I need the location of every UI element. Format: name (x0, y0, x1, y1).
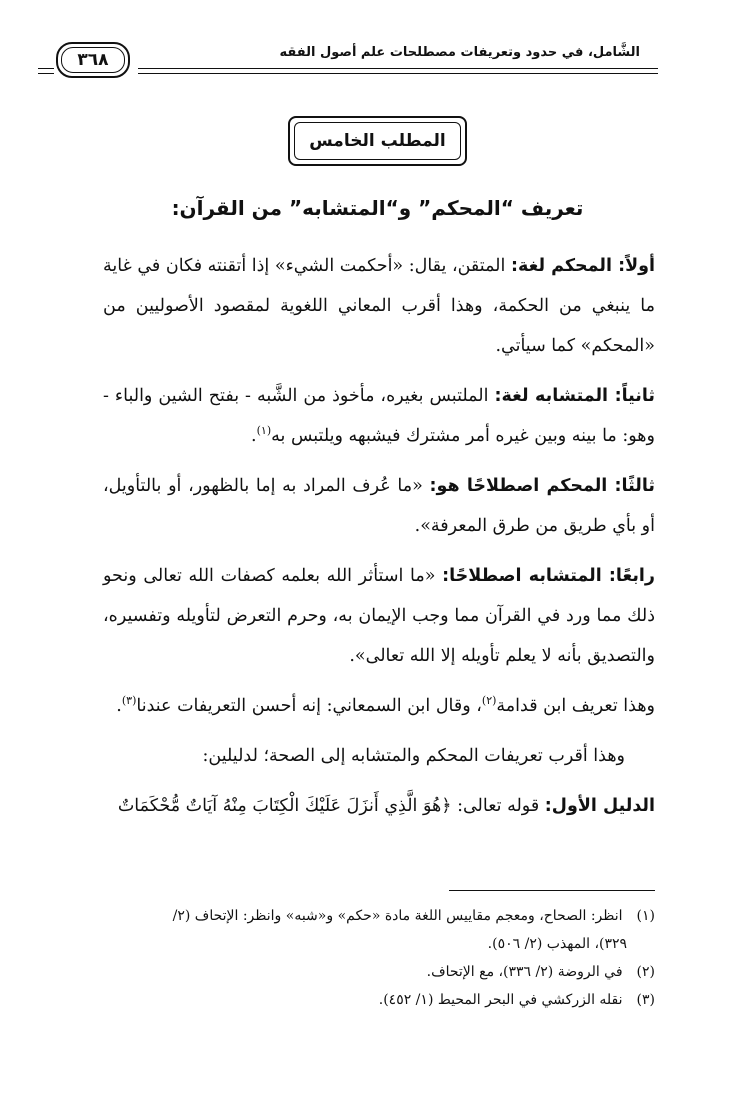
paragraph-label: الدليل الأول: (544, 796, 655, 816)
paragraph-3 (103, 466, 655, 546)
paragraph-end: . (116, 696, 122, 716)
page-header (38, 40, 658, 96)
footnote-number: (٣) (636, 992, 655, 1008)
paragraph-1 (103, 246, 655, 366)
footnote-ref: (٢) (481, 694, 497, 708)
paragraph-label: أولاً: المحكم لغة: (510, 256, 655, 276)
section-title-frame (288, 116, 466, 166)
footnote (95, 958, 655, 986)
footnote-text: ٣٢٩)، المهذب (٢/ ٥٠٦). (487, 936, 627, 952)
footnote-text: في الروضة (٢/ ٣٣٦)، مع الإتحاف. (426, 964, 623, 980)
paragraph-text: «ما عُرف المراد به إما بالظهور، أو بالتأويل، أو بأي طريق من طرق المعرفة». (103, 476, 655, 536)
footnote-number: (٢) (636, 964, 655, 980)
section-title: المطلب الخامس (294, 122, 460, 160)
footnote (95, 986, 655, 1014)
paragraph-text: الملتبس بغيره، مأخوذ من الشَّبه - بفتح الشين والباء - وهو: ما بينه وبين غيره أمر مشترك فيشبهه ويلتبس به (103, 386, 655, 446)
header-rule (138, 68, 658, 69)
footnote-ref: (٣) (121, 694, 137, 708)
footnote-text: نقله الزركشي في البحر المحيط (١/ ٤٥٢). (378, 992, 623, 1008)
paragraph-2 (103, 376, 655, 456)
paragraph-text: ، وقال ابن السمعاني: إنه أحسن التعريفات عندنا (136, 696, 482, 716)
paragraph-text: وهذا تعريف ابن قدامة (496, 696, 655, 716)
paragraph-5 (103, 686, 655, 726)
paragraph-6 (103, 736, 655, 776)
section-heading (0, 116, 755, 166)
header-rule (38, 68, 54, 69)
footnote-continuation (95, 930, 655, 958)
paragraph-end: . (251, 426, 257, 446)
footnote-number: (١) (636, 908, 655, 924)
section-subtitle: تعريف “المحكم” و“المتشابه” من القرآن: (171, 196, 584, 220)
paragraph-text: وهذا أقرب تعريفات المحكم والمتشابه إلى الصحة؛ لدليلين: (202, 746, 625, 766)
paragraph-text: «ما استأثر الله بعلمه كصفات الله تعالى ونحو ذلك مما ورد في القرآن مما وجب الإيمان به، وحرم التعرض لتأويله وتفسيره، والتصديق بأنه لا يعلم تأويله إلا الله تعالى». (103, 566, 655, 666)
footnote (95, 902, 655, 930)
header-rule (38, 73, 54, 74)
paragraph-7 (103, 786, 655, 826)
footnote-separator (449, 890, 655, 891)
footnote-ref: (١) (256, 424, 272, 438)
paragraph-text: قوله تعالى: ﴿هُوَ الَّذِي أَنزَلَ عَلَيْكَ الْكِتَابَ مِنْهُ آيَاتٌ مُّحْكَمَاتٌ (117, 796, 540, 816)
running-title: الشَّامل، في حدود وتعريفات مصطلحات علم أصول الفقه (279, 45, 640, 60)
footnotes (95, 902, 655, 1014)
paragraph-4 (103, 556, 655, 676)
paragraph-label: ثانياً: المتشابه لغة: (494, 386, 655, 406)
header-rule (138, 73, 658, 74)
paragraph-label: رابعًا: المتشابه اصطلاحًا: (442, 566, 655, 586)
main-text (103, 246, 655, 836)
page-number: ٣٦٨ (56, 42, 130, 78)
paragraph-label: ثالثًا: المحكم اصطلاحًا هو: (429, 476, 655, 496)
footnote-text: انظر: الصحاح، ومعجم مقاييس اللغة مادة «حكم» و«شبه» وانظر: الإتحاف (٢/ (172, 908, 623, 924)
paragraph-text: المتقن، يقال: «أحكمت الشيء» إذا أتقنته فكان في غاية ما ينبغي من الحكمة، وهذا أقرب المعاني اللغوية لمقصود الأصوليين من «المحكم» كما سيأتي. (103, 256, 655, 356)
